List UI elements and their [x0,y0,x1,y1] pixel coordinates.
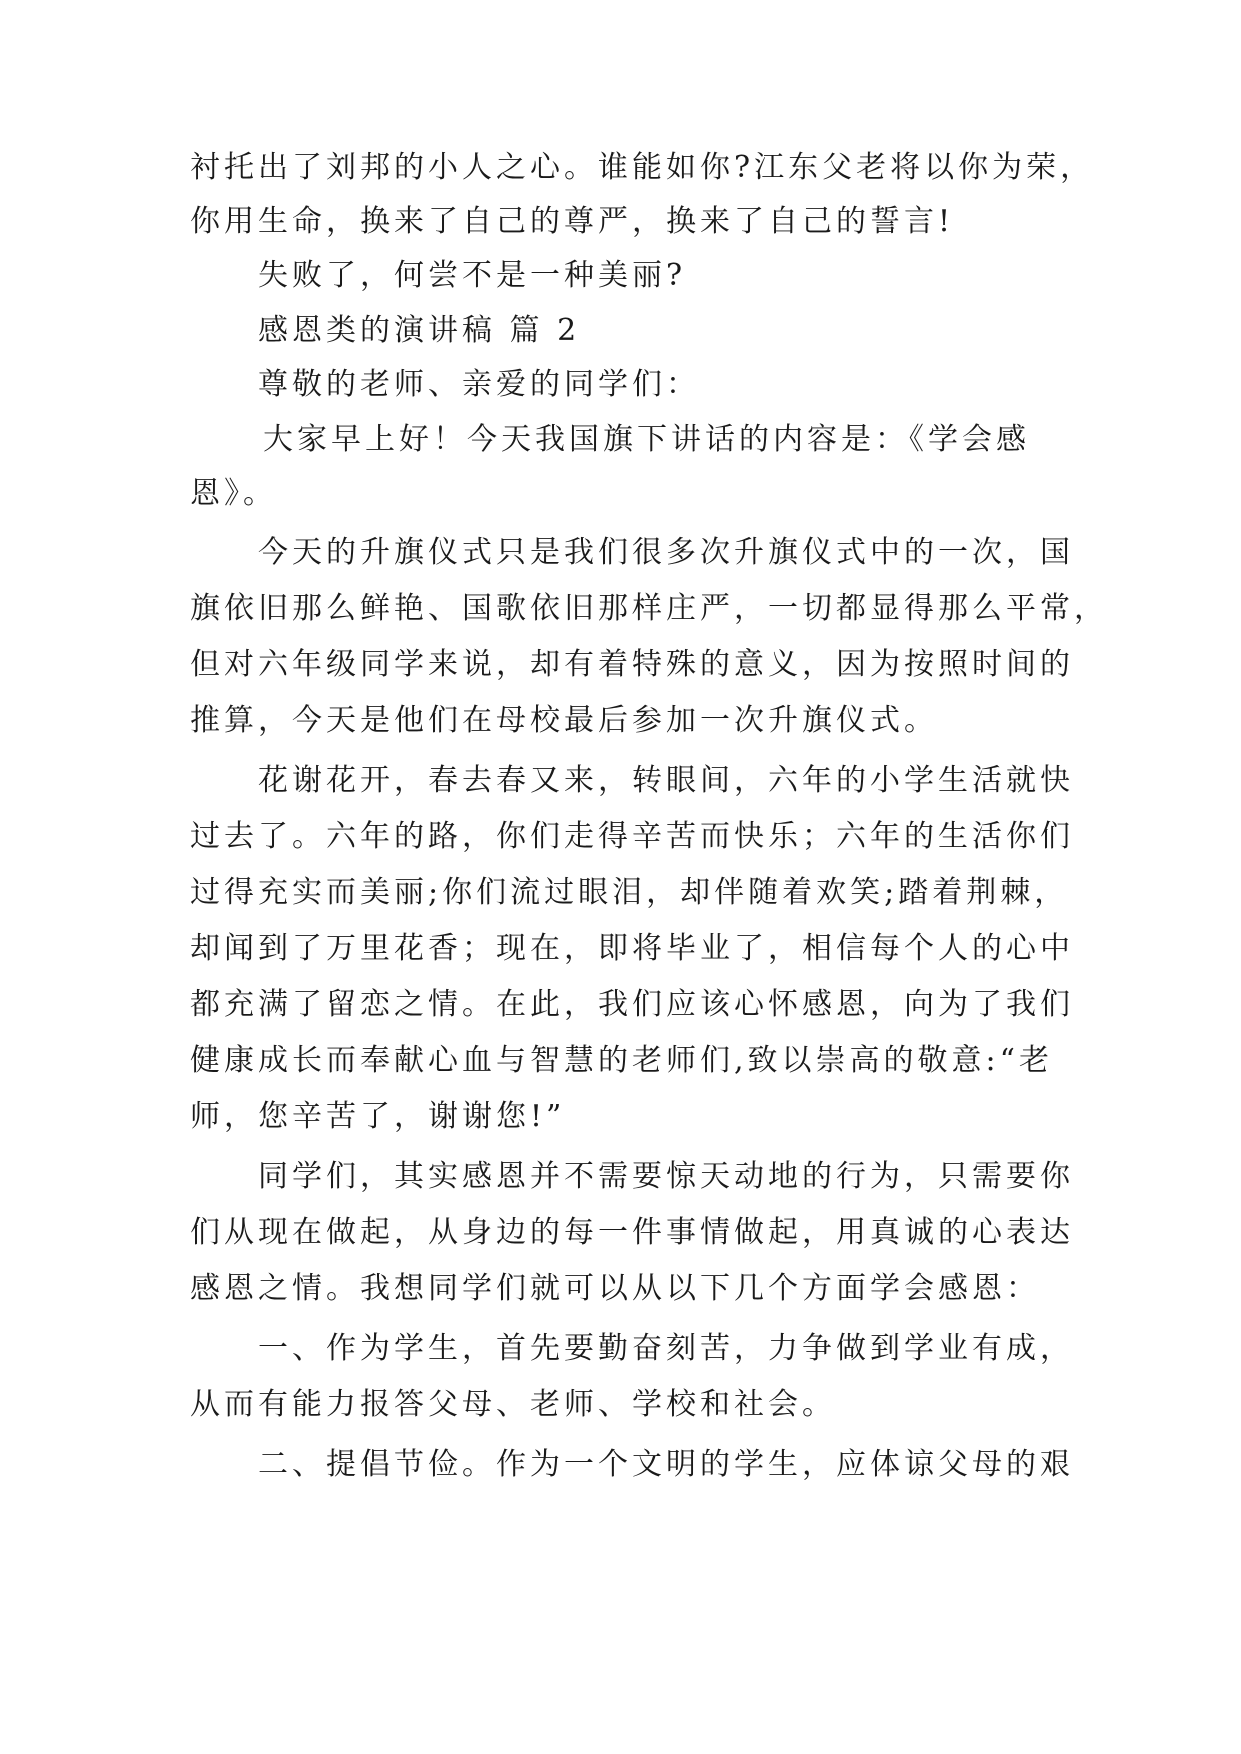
text-line: 推算，今天是他们在母校最后参加一次升旗仪式。 [190,703,938,738]
text-line: 过去了。六年的路，你们走得辛苦而快乐；六年的生活你们 [190,819,1074,854]
text-line: 大家早上好！今天我国旗下讲话的内容是：《学会感 [263,422,1030,457]
text-line: 健康成长而奉献心血与智慧的老师们,致以崇高的敬意:“老 [190,1043,1053,1078]
text-line: 但对六年级同学来说，却有着特殊的意义，因为按照时间的 [190,647,1074,682]
text-line: 恩》。 [190,476,277,511]
text-line: 失败了，何尝不是一种美丽? [258,258,687,293]
text-line: 尊敬的老师、亲爱的同学们： [258,367,700,402]
text-line: 从而有能力报答父母、老师、学校和社会。 [190,1387,836,1422]
text-line: 一、作为学生，首先要勤奋刻苦，力争做到学业有成， [258,1331,1074,1366]
text-line: 今天的升旗仪式只是我们很多次升旗仪式中的一次，国 [258,535,1074,570]
text-line: 你用生命，换来了自己的尊严，换来了自己的誓言! [190,204,955,239]
text-line: 却闻到了万里花香；现在，即将毕业了，相信每个人的心中 [190,931,1074,966]
text-line: 都充满了留恋之情。在此，我们应该心怀感恩，向为了我们 [190,987,1074,1022]
text-line: 们从现在做起，从身边的每一件事情做起，用真诚的心表达 [190,1215,1074,1250]
text-line: 师，您辛苦了，谢谢您!” [190,1099,566,1134]
text-line: 衬托出了刘邦的小人之心。谁能如你?江东父老将以你为荣， [190,150,1095,185]
text-line: 旗依旧那么鲜艳、国歌依旧那样庄严，一切都显得那么平常， [190,591,1108,626]
text-line: 同学们，其实感恩并不需要惊天动地的行为，只需要你 [258,1159,1074,1194]
text-line: 二、提倡节俭。作为一个文明的学生，应体谅父母的艰 [258,1447,1074,1482]
text-line: 过得充实而美丽;你们流过眼泪，却伴随着欢笑;踏着荆棘， [190,875,1069,910]
text-line: 花谢花开，春去春又来，转眼间，六年的小学生活就快 [258,763,1074,798]
text-line: 感恩类的演讲稿 篇 2 [258,313,581,348]
text-line: 感恩之情。我想同学们就可以从以下几个方面学会感恩： [190,1271,1040,1306]
